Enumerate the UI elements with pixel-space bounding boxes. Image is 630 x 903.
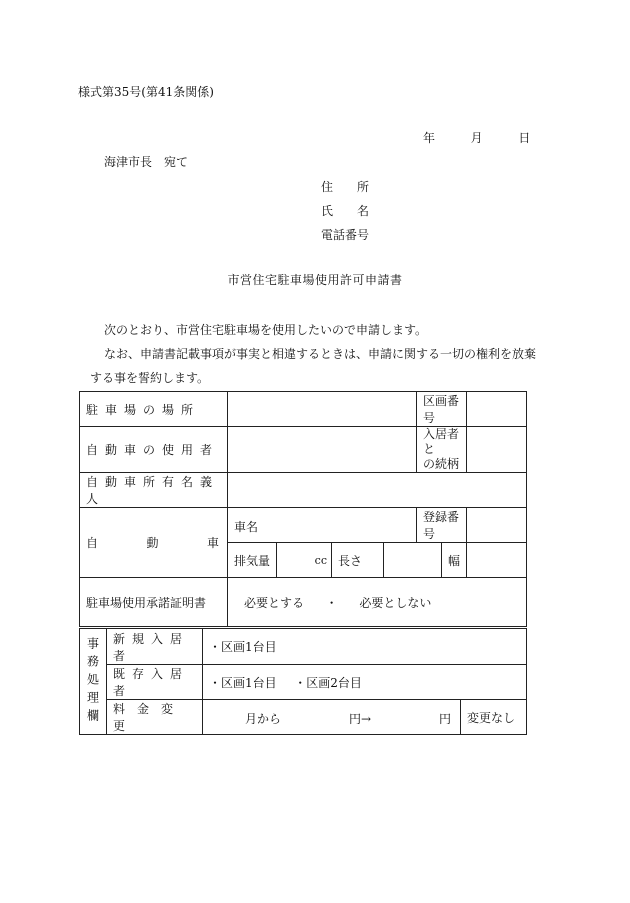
- table-row: [80, 629, 527, 665]
- table-row: [80, 508, 527, 543]
- vehicle-owner-field[interactable]: [228, 473, 527, 508]
- declaration-paragraph-1: 次のとおり、市営住宅駐車場を使用したいので申請します。: [104, 323, 428, 337]
- existing-option-1[interactable]: ・区画1台目: [209, 675, 277, 690]
- relation-label: [417, 427, 467, 473]
- table-row: [80, 578, 527, 627]
- applicant-name-label: 氏 名: [321, 204, 370, 218]
- existing-resident-label: 既存入居者: [107, 665, 203, 700]
- existing-option-2[interactable]: ・区画2台目: [294, 675, 362, 690]
- no-change-option[interactable]: 変更なし: [461, 700, 527, 735]
- table-row: [80, 473, 527, 508]
- application-date: [423, 129, 530, 146]
- declaration-paragraph-2: なお、申請書記載事項が事実と相違するときは、申請に関する一切の権利を放棄する事を誓約します。: [90, 347, 537, 385]
- relation-label-line-2: の続柄: [423, 457, 460, 471]
- form-number: 様式第35号(第41条関係): [78, 85, 214, 99]
- document-title: 市営住宅駐車場使用許可申請書: [227, 273, 403, 287]
- certificate-options: [228, 578, 527, 627]
- vehicle-label-char-1: 自: [86, 536, 99, 550]
- vehicle-user-field[interactable]: [228, 427, 417, 473]
- not-required-option[interactable]: 必要としない: [359, 595, 432, 610]
- declaration-text: [90, 318, 540, 390]
- registration-number-label: 登録番号: [417, 508, 467, 543]
- relation-label-line-1: 入居者と: [423, 427, 460, 456]
- vehicle-owner-label: 自動車所有名義人: [80, 473, 228, 508]
- yen-unit: 円: [439, 712, 452, 726]
- section-number-field[interactable]: [467, 392, 527, 427]
- fee-change-label: 料金変更: [107, 700, 203, 735]
- displacement-label: 排気量: [228, 543, 277, 578]
- width-label: 幅: [442, 543, 467, 578]
- addressee: 海津市長 宛て: [104, 155, 189, 169]
- table-row: [80, 700, 527, 735]
- applicant-address-label: 住 所: [321, 180, 370, 194]
- date-month: 月: [470, 131, 483, 145]
- length-label: 長さ: [332, 543, 384, 578]
- new-resident-label: 新規入居者: [107, 629, 203, 665]
- vehicle-label-char-2: 動: [146, 536, 159, 550]
- table-row: [80, 427, 527, 473]
- date-year: 年: [423, 131, 436, 145]
- cc-unit: cc: [314, 553, 327, 567]
- from-month: 月から: [245, 712, 282, 726]
- application-table: [79, 391, 527, 627]
- car-name-label: 車名: [234, 520, 259, 534]
- parking-place-label: 駐車場の場所: [80, 392, 228, 427]
- certificate-label: 駐車場使用承諾証明書: [80, 578, 228, 627]
- car-name-field[interactable]: [228, 508, 417, 543]
- applicant-phone-label: 電話番号: [321, 228, 370, 242]
- existing-resident-options: [203, 665, 527, 700]
- new-resident-value[interactable]: ・区画1台目: [203, 629, 527, 665]
- registration-number-field[interactable]: [467, 508, 527, 543]
- office-use-table: [79, 628, 527, 735]
- section-number-label: 区画番号: [417, 392, 467, 427]
- date-day: 日: [518, 131, 531, 145]
- parking-place-field[interactable]: [228, 392, 417, 427]
- vehicle-user-label: 自動車の使用者: [80, 427, 228, 473]
- length-field[interactable]: [384, 543, 442, 578]
- required-option[interactable]: 必要とする: [244, 595, 305, 610]
- fee-change-field[interactable]: [203, 700, 461, 735]
- vehicle-label-char-3: 車: [206, 536, 219, 550]
- vehicle-label: [80, 508, 228, 578]
- option-separator: ・: [325, 595, 338, 610]
- table-row: [80, 665, 527, 700]
- table-row: [80, 392, 527, 427]
- office-use-label: 事務処理欄: [80, 629, 107, 735]
- yen-arrow: 円→: [349, 712, 372, 726]
- relation-field[interactable]: [467, 427, 527, 473]
- width-field[interactable]: [467, 543, 527, 578]
- displacement-field[interactable]: [277, 543, 332, 578]
